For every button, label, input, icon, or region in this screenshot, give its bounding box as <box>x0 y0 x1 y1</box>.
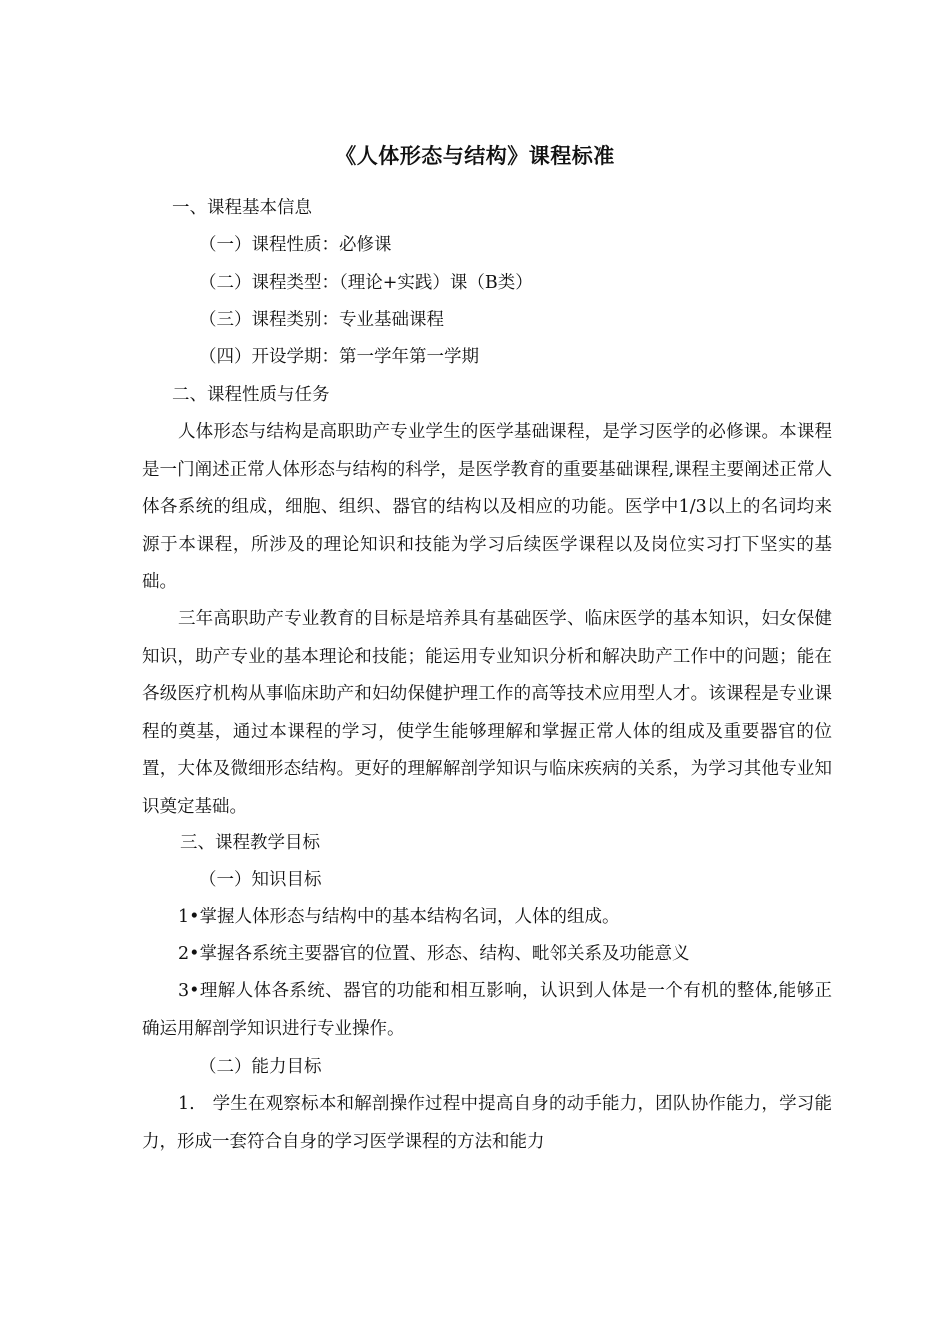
knowledge-item-1: 1•掌握人体形态与结构中的基本结构名词，人体的组成。 <box>178 907 620 927</box>
subheading-knowledge-objectives: （一）知识目标 <box>199 870 322 890</box>
paragraph-course-description: 人体形态与结构是高职助产专业学生的医学基础课程，是学习医学的必修课。本课程是一门阐述正常人体形态与结构的科学，是医学教育的重要基础课程,课程主要阐述正常人体各系统的组成，细胞、组织、器官的结构以及相应的功能。医学中1/3以上的名词均来源于本课程，所涉及的理论知识和技能为学习后续医学课程以及岗位实习打下坚实的基础。 <box>142 422 832 593</box>
info-semester: （四）开设学期：第一学年第一学期 <box>199 347 479 367</box>
section-heading-basic-info: 一、课程基本信息 <box>172 198 312 218</box>
document-title: 《人体形态与结构》课程标准 <box>335 144 615 168</box>
ability-item-1: 1. 学生在观察标本和解剖操作过程中提高自身的动手能力，团队协作能力，学习能力，形成一套符合自身的学习医学课程的方法和能力 <box>142 1094 832 1152</box>
info-course-type: （二）课程类型：（理论+实践）课（B类） <box>199 273 533 293</box>
section-heading-objectives: 三、课程教学目标 <box>180 833 320 853</box>
knowledge-item-3: 3•理解人体各系统、器官的功能和相互影响，认识到人体是一个有机的整体,能够正确运用解剖学知识进行专业操作。 <box>142 981 832 1039</box>
info-course-nature: （一）课程性质：必修课 <box>199 235 392 255</box>
section-heading-nature-task: 二、课程性质与任务 <box>172 385 330 405</box>
subheading-ability-objectives: （二）能力目标 <box>199 1057 322 1077</box>
paragraph-education-goal: 三年高职助产专业教育的目标是培养具有基础医学、临床医学的基本知识，妇女保健知识，助产专业的基本理论和技能；能运用专业知识分析和解决助产工作中的问题；能在各级医疗机构从事临床助产和妇幼保健护理工作的高等技术应用型人才。该课程是专业课程的奠基，通过本课程的学习，使学生能够理解和掌握正常人体的组成及重要器官的位置，大体及微细形态结构。更好的理解解剖学知识与临床疾病的关系，为学习其他专业知识奠定基础。 <box>142 609 832 817</box>
knowledge-item-2: 2•掌握各系统主要器官的位置、形态、结构、毗邻关系及功能意义 <box>178 944 690 964</box>
info-course-category: （三）课程类别：专业基础课程 <box>199 310 444 330</box>
